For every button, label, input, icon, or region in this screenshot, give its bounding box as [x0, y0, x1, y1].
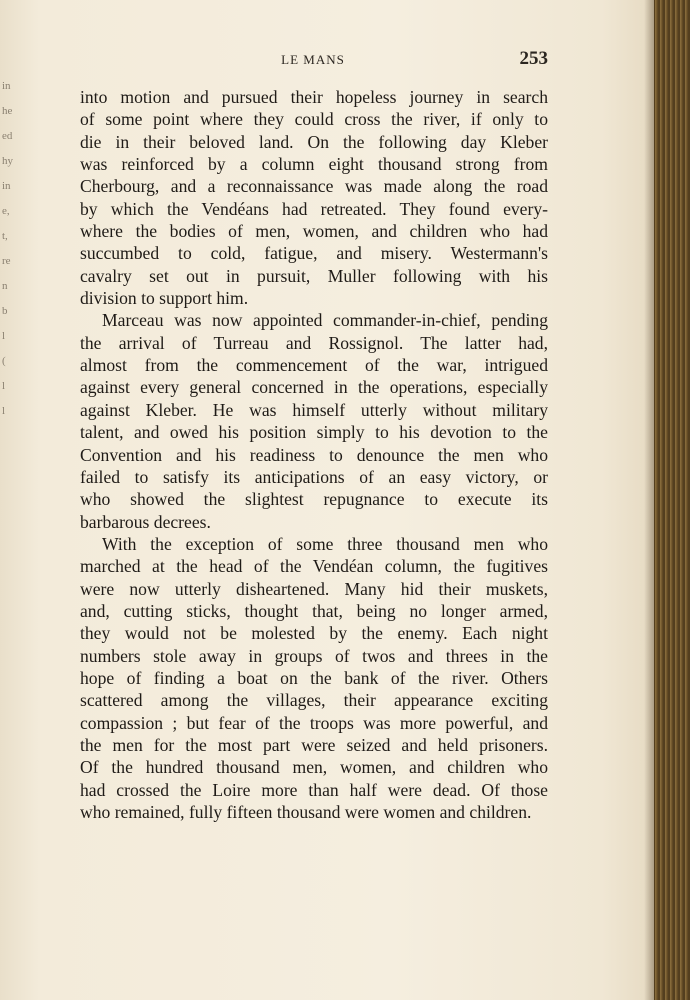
- bleed-fragment: re: [2, 255, 11, 267]
- gutter-shadow: [644, 0, 654, 1000]
- text-line: failed to satisfy its anticipations of an easy victory, or: [80, 466, 548, 487]
- text-line: where the bodies of men, women, and children who had: [80, 221, 548, 242]
- text-line: Convention and his readiness to denounce the men who: [80, 444, 548, 465]
- bleed-fragment: l: [2, 380, 6, 392]
- bleed-fragment: (: [2, 355, 6, 367]
- text-line: Marceau was now appointed commander-in-chief, pending: [102, 310, 548, 331]
- text-line: almost from the commencement of the war, intrigued: [80, 355, 548, 376]
- bleed-fragment: in: [2, 180, 11, 192]
- paragraph: [80, 309, 548, 532]
- text-line: barbarous decrees.: [80, 511, 211, 532]
- bleed-fragment: e,: [2, 205, 10, 217]
- book-spine-edge: [654, 0, 690, 1000]
- text-line: Cherbourg, and a reconnaissance was made along the road: [80, 176, 548, 197]
- bleed-fragment: in: [2, 80, 11, 92]
- text-line: against Kleber. He was himself utterly without military: [80, 399, 548, 420]
- text-line: by which the Vendéans had retreated. They found every-: [80, 198, 548, 219]
- paragraph: [80, 533, 548, 823]
- bleed-fragment: hy: [2, 155, 13, 167]
- body-text: [80, 86, 548, 823]
- text-line: marched at the head of the Vendéan column, the fugitives: [80, 556, 548, 577]
- text-line: succumbed to cold, fatigue, and misery. Westermann's: [80, 243, 548, 264]
- text-line: into motion and pursued their hopeless journey in search: [80, 87, 548, 107]
- text-line: were now utterly disheartened. Many hid their muskets,: [80, 578, 548, 599]
- text-line: against every general concerned in the operations, especially: [80, 377, 548, 398]
- text-line: of some point where they could cross the river, if only to: [80, 109, 548, 130]
- text-line: they would not be molested by the enemy. Each night: [80, 623, 548, 644]
- text-line: talent, and owed his position simply to his devotion to the: [80, 422, 548, 443]
- bleed-fragment: he: [2, 105, 13, 117]
- text-line: who showed the slightest repugnance to execute its: [80, 489, 548, 510]
- page-header: [78, 50, 548, 72]
- text-line: the arrival of Turreau and Rossignol. The latter had,: [80, 332, 548, 353]
- text-line: and, cutting sticks, thought that, being no longer armed,: [80, 600, 548, 621]
- bleed-fragment: ed: [2, 130, 13, 142]
- text-line: scattered among the villages, their appearance exciting: [80, 690, 548, 711]
- bleed-fragment: l: [2, 330, 6, 342]
- text-line: compassion ; but fear of the troops was more powerful, and: [80, 712, 548, 733]
- text-line: Of the hundred thousand men, women, and children who: [80, 757, 548, 778]
- text-line: was reinforced by a column eight thousand strong from: [80, 154, 548, 175]
- text-line: hope of finding a boat on the bank of the river. Others: [80, 667, 548, 688]
- bleed-fragment: b: [2, 305, 8, 317]
- paragraph: [80, 86, 548, 309]
- text-line: division to support him.: [80, 288, 249, 309]
- text-line: die in their beloved land. On the following day Kleber: [80, 131, 548, 152]
- text-line: cavalry set out in pursuit, Muller following with his: [80, 265, 548, 286]
- running-head: LE MANS: [281, 52, 345, 67]
- bleed-fragment: n: [2, 280, 8, 292]
- text-line: who remained, fully fifteen thousand were women and children.: [80, 802, 532, 822]
- facing-page-bleed: [0, 80, 16, 460]
- bleed-fragment: l: [2, 405, 6, 417]
- text-line: numbers stole away in groups of twos and threes in the: [80, 645, 548, 666]
- bleed-fragment: t,: [2, 230, 8, 242]
- text-line: the men for the most part were seized and held prisoners.: [80, 734, 548, 755]
- text-line: had crossed the Loire more than half were dead. Of those: [80, 779, 548, 800]
- page-number: 253: [519, 48, 548, 69]
- text-line: With the exception of some three thousand men who: [102, 533, 548, 554]
